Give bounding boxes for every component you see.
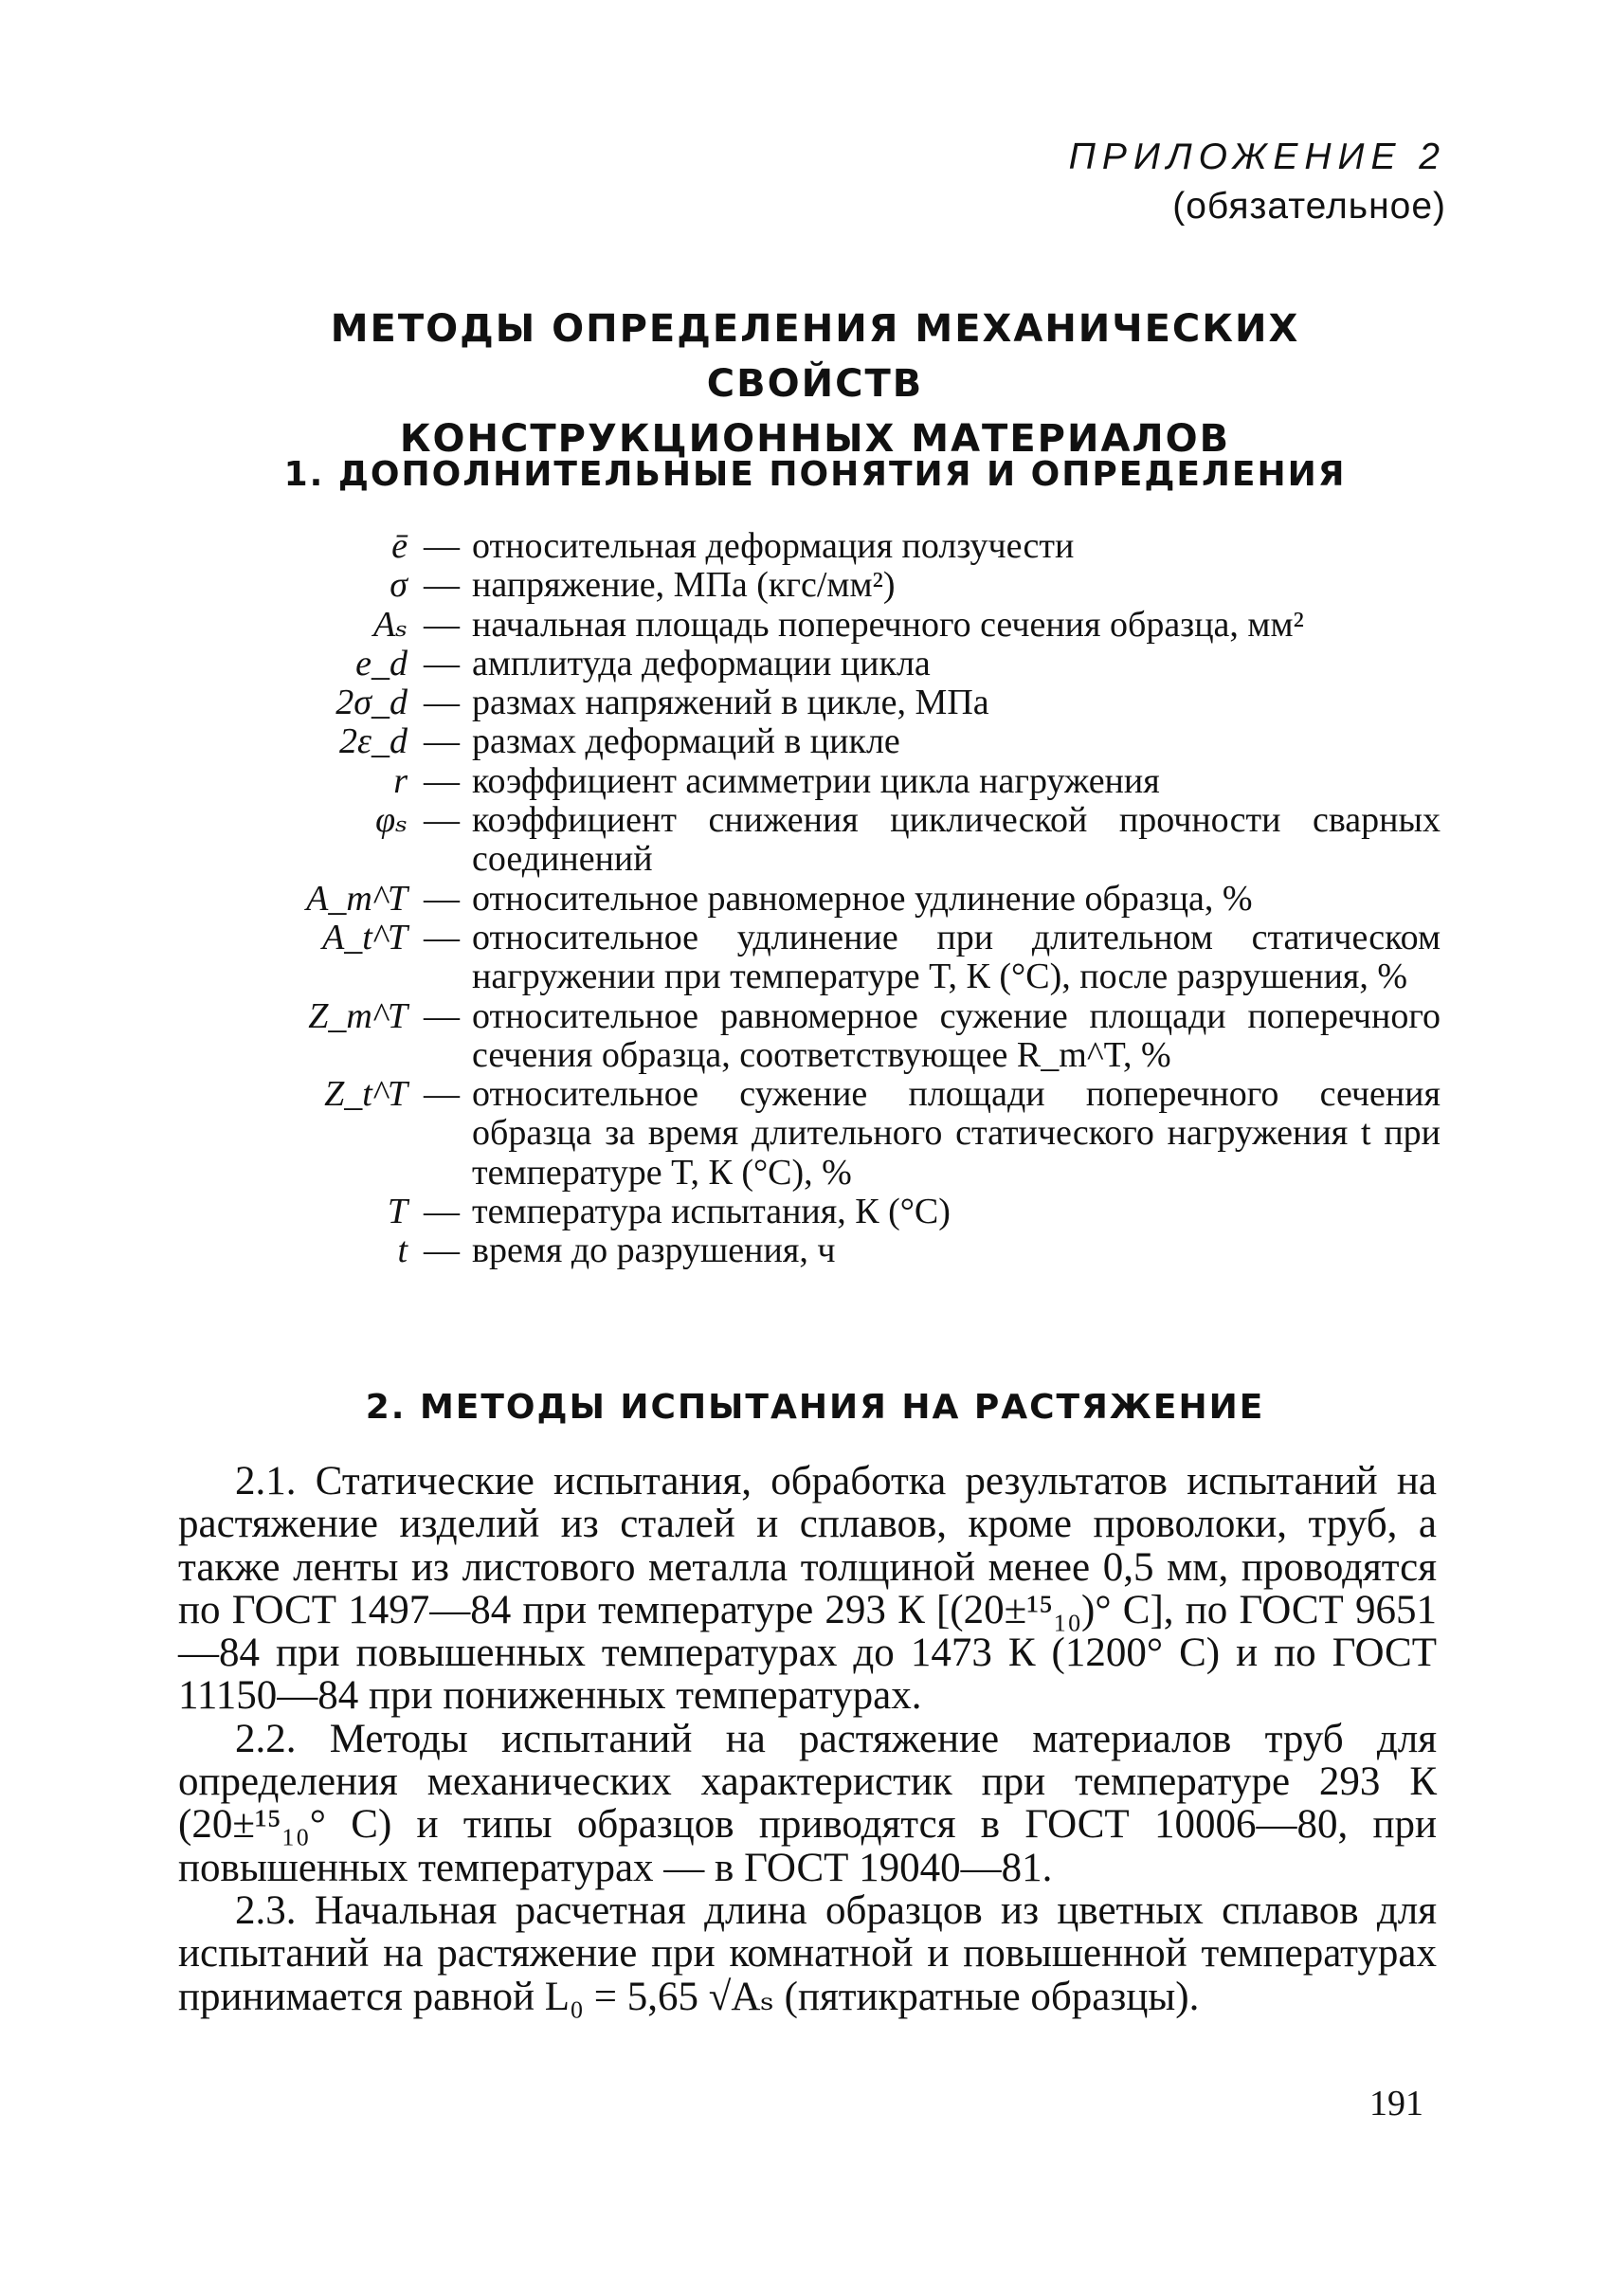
definition-symbol: Z_m^T [308,995,408,1036]
appendix-header [1069,133,1446,231]
definition-text: относительная деформация ползучести [472,526,1075,566]
definitions-list [284,527,1441,1271]
definition-item [284,1075,1441,1193]
definition-text: относительное сужение площади поперечного сечения образца за время длительного статического нагружения t при температуре T, К (°С), % [472,1074,1441,1193]
definition-dash: — [424,1230,460,1271]
definition-symbol: A_m^T [306,878,408,919]
definition-dash: — [424,604,460,645]
definition-symbol: A_t^T [322,917,408,957]
definition-symbol: T [387,1192,408,1232]
appendix-note: (обязательное) [1172,186,1446,227]
paragraph-2-3: 2.3. Начальная расчетная длина образцов из цветных сплавов для испытаний на растяжение при комнатной и повышенной температурах принимается равной L₀ = 5,65 √Aₛ (пятикратные образцы). [178,1887,1437,2019]
definition-symbol: 2σ_d [335,683,408,723]
definition-symbol: t [397,1230,408,1271]
definition-text: время до разрушения, ч [472,1230,836,1271]
definition-dash: — [424,721,460,762]
definition-text: относительное равномерное удлинение образца, % [472,878,1253,919]
definition-text: коэффициент снижения циклической прочности сварных соединений [472,800,1441,880]
definition-dash: — [424,683,460,723]
definition-symbol: ē [391,526,408,566]
paragraph-2-1: 2.1. Статические испытания, обработка результатов испытаний на растяжение изделий из сталей и сплавов, кроме проволоки, труб, а также ленты из листового металла толщиной менее 0,5 мм, проводятся по ГОСТ 1497—84 при температуре 293 К [(20±¹⁵₁₀)° С], по ГОСТ 9651—84 при повышенных температурах до 1473 К (1200° С) и по ГОСТ 11150—84 при пониженных температурах. [178,1459,1437,1719]
section-2-title: 2. МЕТОДЫ ИСПЫТАНИЯ НА РАСТЯЖЕНИЕ [365,1388,1265,1427]
definition-item [284,762,1441,801]
definition-symbol: Z_t^T [324,1074,408,1115]
definition-text: начальная площадь поперечного сечения образца, мм² [472,604,1304,645]
page-number: 191 [1369,2084,1423,2123]
definition-text: относительное равномерное сужение площади поперечного сечения образца, соответствующее R_m^T, % [472,995,1441,1075]
section-1-title: 1. ДОПОЛНИТЕЛЬНЫЕ ПОНЯТИЯ И ОПРЕДЕЛЕНИЯ [283,455,1347,494]
definition-dash: — [424,1192,460,1232]
definition-symbol: σ [390,565,408,606]
definition-dash: — [424,643,460,683]
definition-text: размах деформаций в цикле [472,721,900,762]
definition-text: температура испытания, К (°С) [472,1192,951,1232]
definition-dash: — [424,565,460,606]
definition-dash: — [424,878,460,919]
appendix-label: ПРИЛОЖЕНИЕ 2 [1068,137,1446,177]
definition-text: амплитуда деформации цикла [472,643,931,683]
definition-item [284,645,1441,683]
definition-text: относительное удлинение при длительном статическом нагружении при температуре T, К (°С), после разрушения, % [472,917,1441,997]
definition-item [284,683,1441,722]
definition-text: размах напряжений в цикле, МПа [472,683,989,723]
definition-dash: — [424,1074,460,1115]
definition-symbol: 2ε_d [339,721,408,762]
definition-item [284,1231,1441,1270]
definition-dash: — [424,800,460,841]
section-2-body [178,1460,1437,2018]
definition-text: напряжение, МПа (кгс/мм²) [472,565,896,606]
definition-item [284,997,1441,1076]
definition-item [284,527,1441,566]
definition-item [284,1193,1441,1231]
definition-symbol: φₛ [375,800,408,841]
definition-dash: — [424,995,460,1036]
definition-item [284,880,1441,919]
definition-dash: — [424,917,460,957]
definition-dash: — [424,760,460,801]
paragraph-2-2: 2.2. Методы испытаний на растяжение материалов труб для определения механических характеристик при температуре 293 К (20±¹⁵₁₀° С) и типы образцов приводятся в ГОСТ 10006—80, при повышенных температурах — в ГОСТ 19040—81. [178,1716,1437,1890]
page-title-line-1: МЕТОДЫ ОПРЕДЕЛЕНИЯ МЕХАНИЧЕСКИХ СВОЙСТВ [330,307,1300,406]
definition-symbol: e_d [355,643,408,683]
definition-item [284,919,1441,997]
definition-symbol: r [393,760,408,801]
definition-item [284,566,1441,605]
page-title-line-2: КОНСТРУКЦИОННЫХ МАТЕРИАЛОВ [399,417,1231,461]
definition-symbol: Aₛ [372,604,408,645]
definition-text: коэффициент асимметрии цикла нагружения [472,760,1160,801]
page-title [227,301,1403,466]
definition-dash: — [424,526,460,566]
definition-item [284,801,1441,880]
definition-item [284,722,1441,761]
definition-item [284,606,1441,645]
